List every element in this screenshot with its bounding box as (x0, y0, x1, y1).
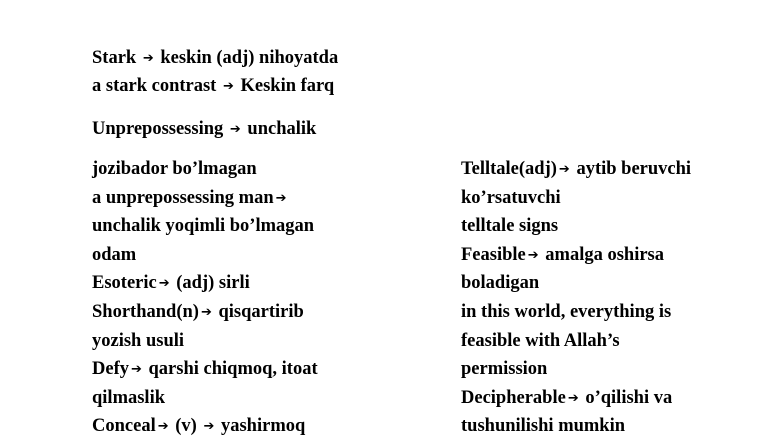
definition-text: (v) (170, 416, 202, 437)
arrow-icon: ➔ (203, 419, 215, 435)
vocab-line (92, 115, 316, 144)
vocab-line (92, 184, 318, 213)
line-text: qilmaslik (92, 387, 165, 408)
line-text: odam (92, 244, 137, 265)
term-text: Defy (92, 359, 129, 380)
vocab-line (461, 412, 691, 441)
line-text: boladigan (461, 273, 540, 294)
term-text: Stark (92, 48, 141, 68)
arrow-icon: ➔ (527, 247, 539, 263)
vocab-line (461, 212, 691, 241)
term-text: Shorthand(n) (92, 301, 199, 322)
term-text: Telltale(adj) (461, 159, 557, 179)
line-text: yozish usuli (92, 330, 185, 351)
definition-text: o’qilishi va (580, 387, 673, 408)
vocab-line (461, 298, 691, 327)
term-text: a unprepossessing man (92, 187, 274, 208)
vocab-line (92, 384, 318, 413)
arrow-icon: ➔ (157, 419, 169, 435)
definition-text: Keskin farq (235, 75, 335, 96)
vocab-line (92, 269, 318, 298)
vocab-line (461, 327, 691, 356)
vocab-line (461, 155, 691, 184)
vocab-line (461, 384, 691, 413)
definition-text: keskin (adj) nihoyatda (155, 48, 339, 68)
vocab-line (92, 45, 338, 73)
vocab-line (92, 155, 318, 184)
vocab-block-top (92, 45, 338, 100)
vocab-line (92, 298, 318, 327)
vocab-line (92, 355, 318, 384)
arrow-icon: ➔ (200, 304, 212, 320)
vocab-line (461, 269, 691, 298)
arrow-icon: ➔ (158, 276, 170, 292)
arrow-icon: ➔ (275, 190, 287, 206)
arrow-icon: ➔ (229, 122, 241, 137)
vocab-line (92, 412, 318, 441)
line-text: unchalik yoqimli bo’lmagan (92, 216, 315, 237)
vocab-block-mid (92, 115, 316, 144)
arrow-icon: ➔ (130, 362, 142, 378)
vocab-line (461, 355, 691, 384)
line-text: tushunilishi mumkin (461, 416, 626, 437)
term-text: a stark contrast (92, 75, 221, 96)
definition-text: (adj) sirli (171, 273, 250, 294)
vocab-column-left (92, 155, 318, 441)
vocab-line (92, 241, 318, 270)
term-text: Feasible (461, 244, 526, 265)
term-text: Conceal (92, 416, 156, 437)
line-text: jozibador bo’lmagan (92, 159, 257, 179)
vocab-line (461, 241, 691, 270)
line-text: feasible with Allah’s (461, 330, 620, 351)
definition-text: unchalik (242, 119, 317, 139)
vocab-line (92, 212, 318, 241)
vocab-line (461, 184, 691, 213)
definition-text: qarshi chiqmoq, itoat (143, 359, 318, 380)
term-text: Unprepossessing (92, 119, 228, 139)
term-text: Decipherable (461, 387, 566, 408)
vocab-line (92, 327, 318, 356)
term-text: Esoteric (92, 273, 157, 294)
arrow-icon: ➔ (558, 162, 570, 177)
line-text: in this world, everything is (461, 301, 672, 322)
definition-text: yashirmoq (216, 416, 306, 437)
line-text: ko’rsatuvchi (461, 187, 561, 208)
arrow-icon: ➔ (222, 78, 234, 94)
vocab-line (92, 73, 338, 101)
arrow-icon: ➔ (567, 390, 579, 406)
arrow-icon: ➔ (142, 51, 154, 66)
vocab-column-right (461, 155, 691, 441)
definition-text: aytib beruvchi (571, 159, 692, 179)
definition-text: amalga oshirsa (540, 244, 664, 265)
line-text: telltale signs (461, 216, 559, 237)
definition-text: qisqartirib (213, 301, 304, 322)
line-text: permission (461, 359, 548, 380)
